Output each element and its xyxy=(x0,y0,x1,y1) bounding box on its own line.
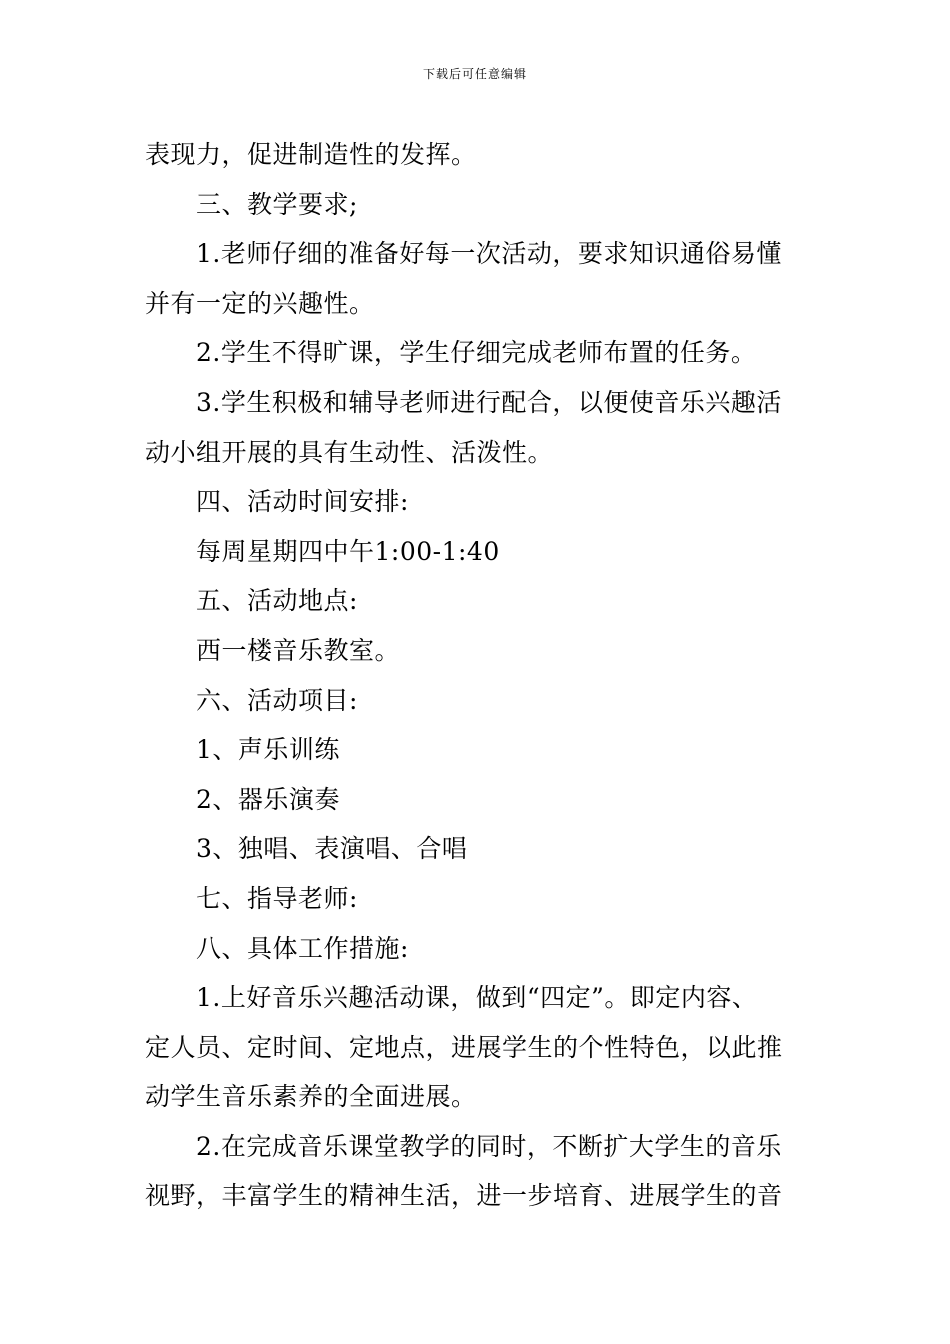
body-line: 表现力，促进制造性的发挥。 xyxy=(145,140,477,169)
body-line: 五、活动地点: xyxy=(196,586,358,616)
body-line: 动学生音乐素养的全面进展。 xyxy=(145,1082,477,1112)
body-line: 六、活动项目: xyxy=(196,685,358,715)
body-line: 西一楼音乐教室。 xyxy=(196,635,401,665)
body-line: 3、独唱、表演唱、合唱 xyxy=(196,834,468,864)
body-line: 三、教学要求; xyxy=(196,189,358,219)
body-line: 2.在完成音乐课堂教学的同时，不断扩大学生的音乐 xyxy=(196,1131,782,1161)
body-line: 视野，丰富学生的精神生活，进一步培育、进展学生的音 xyxy=(145,1181,783,1211)
body-line: 1、声乐训练 xyxy=(196,735,340,765)
page-header: 下载后可任意编辑 xyxy=(422,67,527,81)
body-line: 1.上好音乐兴趣活动课，做到“四定”。即定内容、 xyxy=(196,983,758,1013)
body-line: 八、具体工作措施: xyxy=(196,933,409,963)
body-line: 2、器乐演奏 xyxy=(196,784,340,814)
body-line: 每周星期四中午1:00-1:40 xyxy=(196,536,500,566)
body-line: 2.学生不得旷课，学生仔细完成老师布置的任务。 xyxy=(196,338,757,368)
document-body xyxy=(145,130,810,1221)
body-line: 并有一定的兴趣性。 xyxy=(145,288,375,318)
body-line: 七、指导老师: xyxy=(196,883,358,913)
body-line: 动小组开展的具有生动性、活泼性。 xyxy=(145,437,554,467)
body-line: 3.学生积极和辅导老师进行配合，以便使音乐兴趣活 xyxy=(196,387,782,417)
body-line: 1.老师仔细的准备好每一次活动，要求知识通俗易懂 xyxy=(196,239,782,269)
body-line: 四、活动时间安排: xyxy=(196,487,409,517)
body-line: 定人员、定时间、定地点，进展学生的个性特色，以此推 xyxy=(145,1032,783,1062)
